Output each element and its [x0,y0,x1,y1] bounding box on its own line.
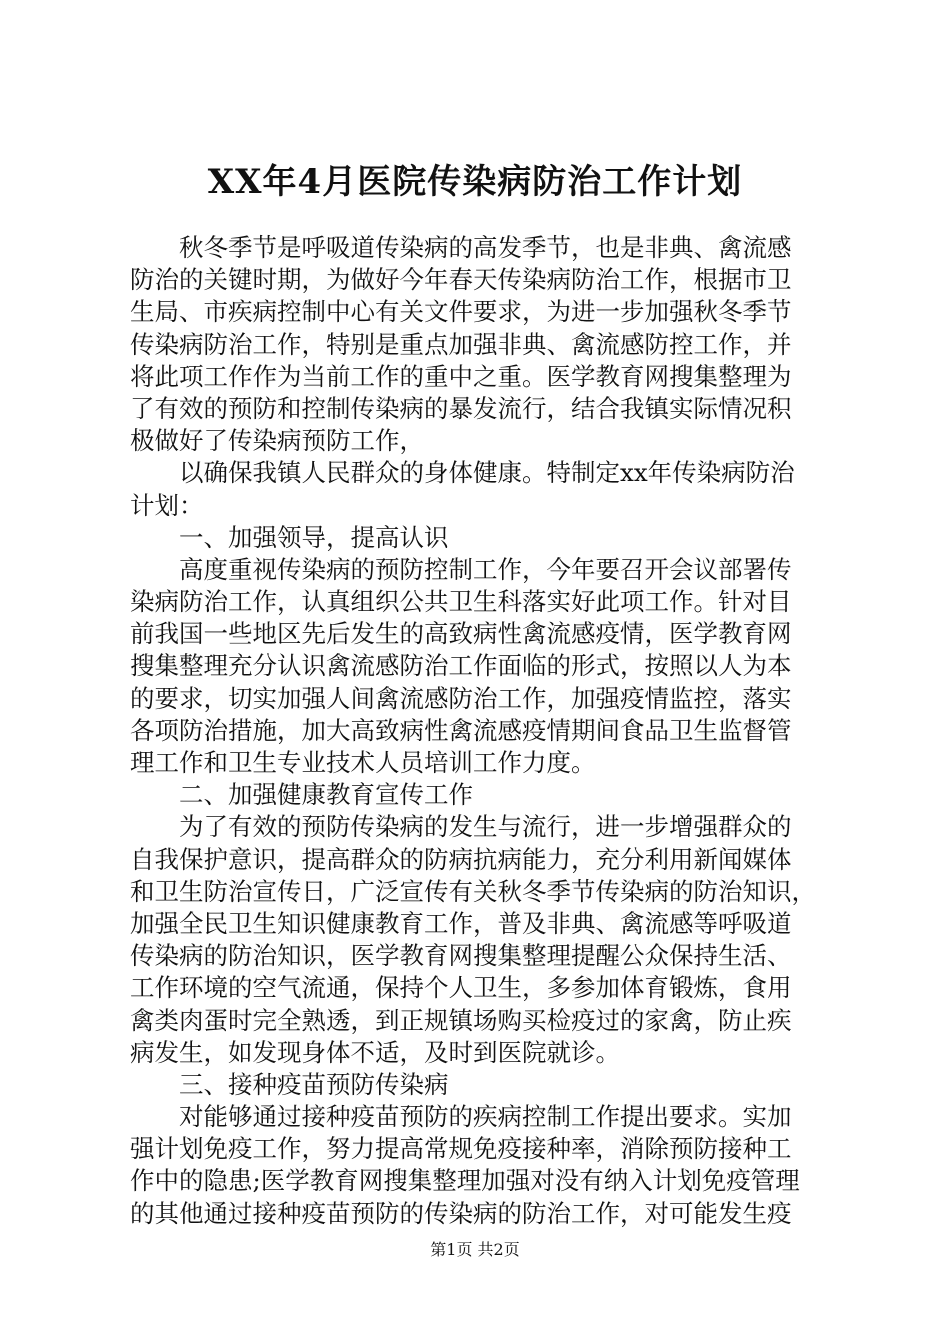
text-line: 各项防治措施，加大高致病性禽流感疫情期间食品卫生监督管 [130,715,792,745]
document-body [130,232,830,1230]
text-line: 作中的隐患;医学教育网搜集整理加强对没有纳入计划免疫管理 [130,1166,800,1196]
text-line: 三、接种疫苗预防传染病 [130,1069,449,1099]
text-line: 加强全民卫生知识健康教育工作，普及非典、禽流感等呼吸道 [130,908,792,938]
text-line: 极做好了传染病预防工作， [130,426,424,456]
text-line: 二、加强健康教育宣传工作 [130,780,473,810]
document-title: XX年4月医院传染病防治工作计划 [207,162,743,202]
text-line: 强计划免疫工作，努力提高常规免疫接种率，消除预防接种工 [130,1134,792,1164]
text-line: 将此项工作作为当前工作的重中之重。医学教育网搜集整理为 [130,361,792,391]
text-line: 计划： [130,490,204,520]
text-line: 和卫生防治宣传日，广泛宣传有关秋冬季节传染病的防治知识， [130,876,816,906]
text-line: 理工作和卫生专业技术人员培训工作力度。 [130,748,596,777]
text-line: 自我保护意识，提高群众的防病抗病能力，充分利用新闻媒体 [130,844,792,874]
text-line: 的要求，切实加强人间禽流感防治工作，加强疫情监控，落实 [130,683,792,713]
text-line: 秋冬季节是呼吸道传染病的高发季节，也是非典、禽流感 [130,233,792,262]
text-line: 一、加强领导，提高认识 [130,522,449,552]
text-line: 禽类肉蛋时完全熟透，到正规镇场购买检疫过的家禽，防止疾 [130,1005,792,1035]
text-line: 生局、市疾病控制中心有关文件要求，为进一步加强秋冬季节 [130,297,792,327]
text-line: 病发生，如发现身体不适，及时到医院就诊。 [130,1037,620,1067]
page-footer: 第1页 共2页 [430,1240,520,1259]
text-line: 防治的关键时期，为做好今年春天传染病防治工作，根据市卫 [130,265,792,295]
text-line: 搜集整理充分认识禽流感防治工作面临的形式，按照以人为本 [130,651,792,681]
text-line: 对能够通过接种疫苗预防的疾病控制工作提出要求。实加 [130,1102,792,1132]
text-line: 的其他通过接种疫苗预防的传染病的防治工作，对可能发生疫 [130,1198,792,1228]
text-line: 为了有效的预防传染病的发生与流行，进一步增强群众的 [130,812,792,842]
text-line: 传染病的防治知识，医学教育网搜集整理提醒公众保持生活、 [130,941,792,971]
text-line: 了有效的预防和控制传染病的暴发流行，结合我镇实际情况积 [130,393,792,423]
text-line: 传染病防治工作，特别是重点加强非典、禽流感防控工作，并 [130,329,792,359]
text-line: 工作环境的空气流通，保持个人卫生，多参加体育锻炼，食用 [130,973,792,1003]
text-line: 高度重视传染病的预防控制工作，今年要召开会议部署传 [130,554,792,584]
text-line: 染病防治工作，认真组织公共卫生科落实好此项工作。针对目 [130,587,792,617]
text-line: 前我国一些地区先后发生的高致病性禽流感疫情，医学教育网 [130,619,792,649]
text-line: 以确保我镇人民群众的身体健康。特制定xx年传染病防治 [130,458,795,488]
